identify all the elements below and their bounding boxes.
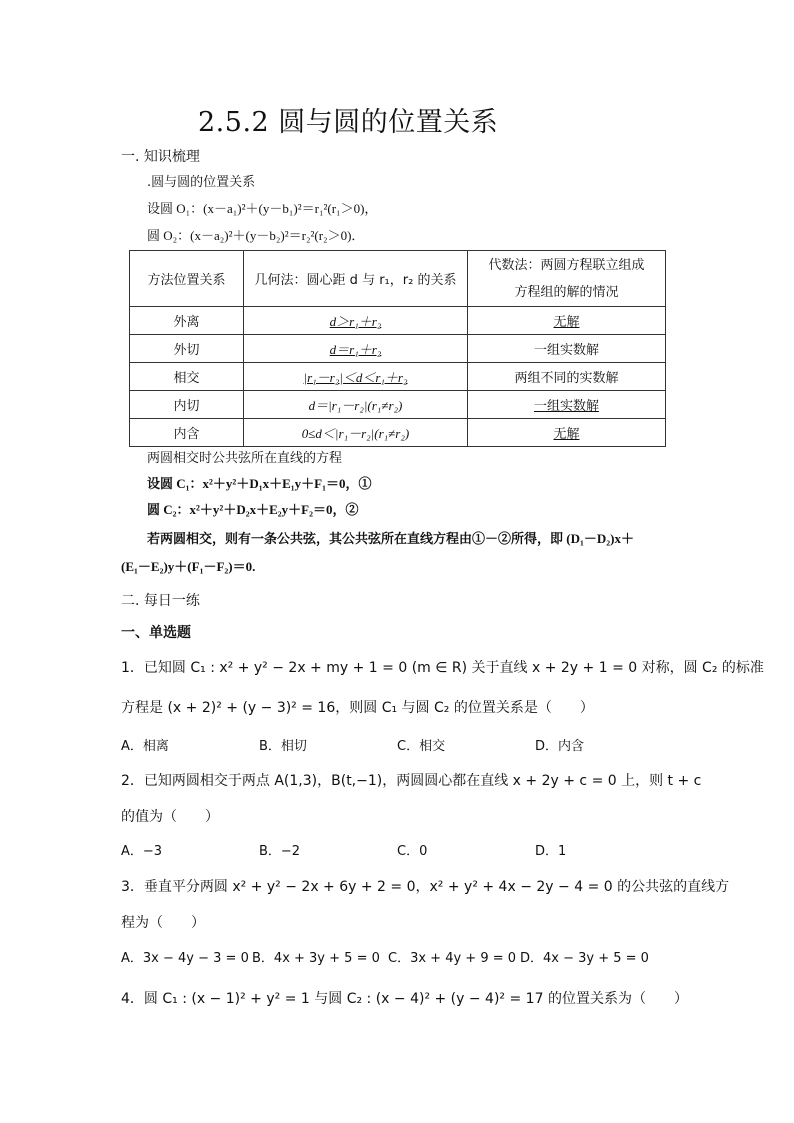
section-heading-daily-practice: 二. 每日一练 bbox=[121, 593, 200, 609]
question-3-option-b: B．4x + 3y + 5 = 0 bbox=[252, 951, 380, 966]
table-row bbox=[130, 335, 666, 363]
section-heading-single-choice: 一、单选题 bbox=[121, 625, 191, 641]
table-cell: 外切 bbox=[130, 335, 244, 363]
question-3-line2: 程为（ ） bbox=[121, 915, 205, 931]
circle2-definition: 圆 O₂：(x－a₂)²＋(y－b₂)²＝r₂²(r₂＞0)． bbox=[147, 228, 365, 243]
table-cell: 内含 bbox=[130, 419, 244, 447]
table-cell: d＝r₁＋r₂ bbox=[329, 342, 382, 357]
table-row bbox=[130, 419, 666, 447]
question-1-option-a: A．相离 bbox=[121, 739, 169, 754]
question-1-option-d: D．内含 bbox=[535, 739, 585, 754]
table-row bbox=[130, 363, 666, 391]
table-header-cell: 几何法：圆心距 d 与 r₁，r₂ 的关系 bbox=[244, 251, 468, 307]
page-title: 2.5.2 圆与圆的位置关系 bbox=[198, 107, 499, 138]
question-4-line1: 4．圆 C₁ : (x − 1)² + y² = 1 与圆 C₂ : (x − 4)² + (y − 4)² = 17 的位置关系为（ ） bbox=[121, 991, 688, 1007]
chord-explanation-line1: 若两圆相交，则有一条公共弦，其公共弦所在直线方程由①－②所得，即 (D₁－D₂)x＋ bbox=[147, 531, 634, 546]
table-cell: 0≤d＜|r₁－r₂|(r₁≠r₂) bbox=[244, 419, 468, 447]
table-cell: 一组实数解 bbox=[533, 399, 599, 414]
question-3-option-d: D．4x − 3y + 5 = 0 bbox=[520, 951, 649, 966]
table-header-line: 方程组的解的情况 bbox=[514, 284, 619, 300]
question-2-option-b: B．−2 bbox=[259, 844, 301, 859]
table-header-row bbox=[130, 251, 666, 307]
question-3-line1: 3．垂直平分两圆 x² + y² − 2x + 6y + 2 = 0，x² + y² + 4x − 2y − 4 = 0 的公共弦的直线方 bbox=[121, 879, 730, 895]
table-cell: 无解 bbox=[553, 427, 580, 442]
section-heading-knowledge: 一. 知识梳理 bbox=[121, 149, 200, 165]
table-header-cell: 方法位置关系 bbox=[130, 251, 244, 307]
table-header-cell bbox=[468, 251, 666, 307]
question-2-line2: 的值为（ ） bbox=[121, 809, 219, 825]
table-cell: d＝|r₁－r₂|(r₁≠r₂) bbox=[244, 391, 468, 419]
question-3-option-a: A．3x − 4y − 3 = 0 bbox=[121, 951, 249, 966]
chord-circle2: 圆 C₂：x²＋y²＋D₂x＋E₂y＋F₂＝0，② bbox=[147, 502, 359, 517]
table-cell: 一组实数解 bbox=[468, 335, 666, 363]
table-cell: 两组不同的实数解 bbox=[468, 363, 666, 391]
chord-explanation-line2: (E₁－E₂)y＋(F₁－F₂)＝0. bbox=[121, 559, 256, 574]
subheading-circle-relations: .圆与圆的位置关系 bbox=[147, 175, 256, 190]
question-1-option-c: C．相交 bbox=[397, 739, 446, 754]
question-1-line1: 1．已知圆 C₁ : x² + y² − 2x + my + 1 = 0 (m ∈ R) 关于直线 x + 2y + 1 = 0 对称，圆 C₂ 的标准 bbox=[121, 660, 764, 676]
question-2-option-c: C．0 bbox=[397, 844, 428, 859]
table-cell: 相交 bbox=[130, 363, 244, 391]
table-row bbox=[130, 307, 666, 335]
chord-heading: 两圆相交时公共弦所在直线的方程 bbox=[147, 451, 343, 466]
circle1-definition: 设圆 O₁：(x－a₁)²＋(y－b₁)²＝r₁²(r₁＞0)， bbox=[147, 201, 378, 216]
question-2-option-a: A．−3 bbox=[121, 844, 163, 859]
table-cell: 外离 bbox=[130, 307, 244, 335]
table-cell: 内切 bbox=[130, 391, 244, 419]
question-3-option-c: C．3x + 4y + 9 = 0 bbox=[388, 951, 517, 966]
table-row bbox=[130, 391, 666, 419]
question-1-option-b: B．相切 bbox=[259, 739, 307, 754]
table-cell: 无解 bbox=[553, 315, 580, 330]
chord-circle1: 设圆 C₁：x²＋y²＋D₁x＋E₁y＋F₁＝0，① bbox=[147, 476, 372, 491]
table-cell: |r₁－r₂|＜d＜r₁＋r₂ bbox=[303, 370, 408, 385]
table-header-line: 代数法：两圆方程联立组成 bbox=[488, 257, 645, 273]
question-2-option-d: D．1 bbox=[535, 844, 567, 859]
relation-table bbox=[129, 250, 666, 447]
question-2-line1: 2．已知两圆相交于两点 A(1,3)，B(t,−1)，两圆圆心都在直线 x + 2y + c = 0 上，则 t + c bbox=[121, 773, 702, 789]
question-1-line2: 方程是 (x + 2)² + (y − 3)² = 16，则圆 C₁ 与圆 C₂ 的位置关系是（ ） bbox=[121, 700, 594, 716]
table-cell: d＞r₁＋r₂ bbox=[329, 314, 382, 329]
